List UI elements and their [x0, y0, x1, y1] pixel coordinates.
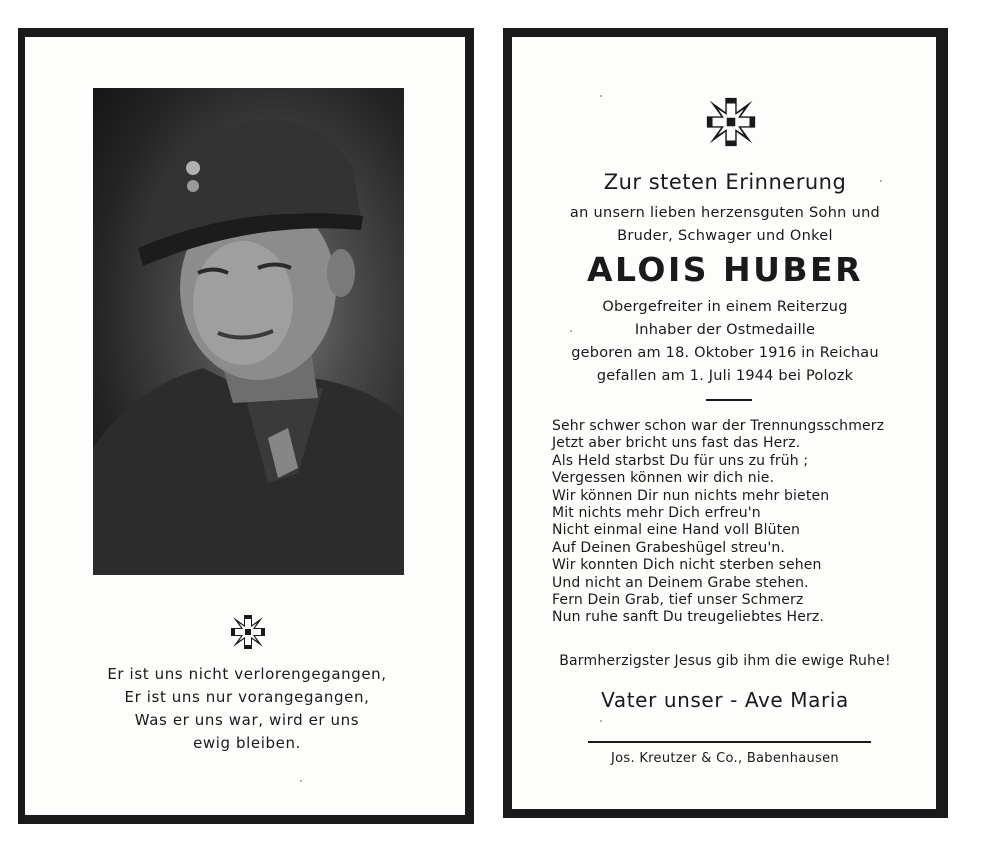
- left-verse-line: Was er uns war, wird er uns: [134, 711, 360, 729]
- poem-line: Auf Deinen Grabeshügel streu'n.: [552, 539, 786, 556]
- left-verse-line: Er ist uns nur vorangegangen,: [124, 688, 370, 706]
- left-verse: [80, 663, 414, 755]
- death-line: gefallen am 1. Juli 1944 bei Polozk: [596, 368, 854, 384]
- deceased-info: [520, 296, 930, 388]
- memorial-poem: [552, 418, 884, 627]
- intro-line: Bruder, Schwager und Onkel: [617, 228, 833, 244]
- poem-line: Wir können Dir nun nichts mehr bieten: [552, 487, 830, 504]
- left-verse-line: Er ist uns nicht verlorengegangen,: [107, 665, 387, 683]
- birth-line: geboren am 18. Oktober 1916 in Reichau: [571, 345, 879, 361]
- scan-speck: [880, 180, 882, 182]
- memorial-heading: Zur steten Erinnerung: [603, 170, 847, 194]
- intro-line: an unsern lieben herzensguten Sohn und: [569, 205, 881, 221]
- memorial-intro: [520, 202, 930, 248]
- closing-prayer: Vater unser - Ave Maria: [601, 688, 849, 712]
- scan-speck: [600, 95, 602, 97]
- divider-short: [706, 399, 752, 401]
- printer-credit: Jos. Kreutzer & Co., Babenhausen: [611, 751, 839, 766]
- left-verse-line: ewig bleiben.: [193, 734, 301, 752]
- poem-line: Jetzt aber bricht uns fast das Herz.: [552, 435, 801, 452]
- poem-line: Sehr schwer schon war der Trennungsschmerz: [552, 418, 885, 434]
- portrait-illustration: [93, 88, 404, 575]
- soldier-portrait-photo: [93, 88, 404, 575]
- poem-line: Nun ruhe sanft Du treugeliebtes Herz.: [552, 609, 825, 626]
- scan-speck: [570, 330, 572, 332]
- iron-cross-icon: [229, 613, 267, 651]
- poem-line: Und nicht an Deinem Grabe stehen.: [552, 574, 809, 591]
- poem-line: Fern Dein Grab, tief unser Schmerz: [552, 592, 804, 609]
- iron-cross-icon: [704, 95, 758, 149]
- poem-line: Vergessen können wir dich nie.: [552, 470, 775, 487]
- rank-line: Obergefreiter in einem Reiterzug: [602, 299, 848, 315]
- poem-line: Mit nichts mehr Dich erfreu'n: [552, 505, 761, 522]
- divider-long: [588, 741, 871, 743]
- poem-line: Als Held starbst Du für uns zu früh ;: [552, 452, 809, 469]
- poem-line: Nicht einmal eine Hand voll Blüten: [552, 522, 801, 539]
- poem-line: Wir konnten Dich nicht sterben sehen: [552, 557, 822, 574]
- prayer-line: Barmherzigster Jesus gib ihm die ewige Ruhe!: [559, 653, 891, 669]
- deceased-name: ALOIS HUBER: [587, 250, 863, 289]
- scan-speck: [300, 780, 302, 782]
- scan-speck: [600, 720, 602, 722]
- award-line: Inhaber der Ostmedaille: [634, 322, 816, 338]
